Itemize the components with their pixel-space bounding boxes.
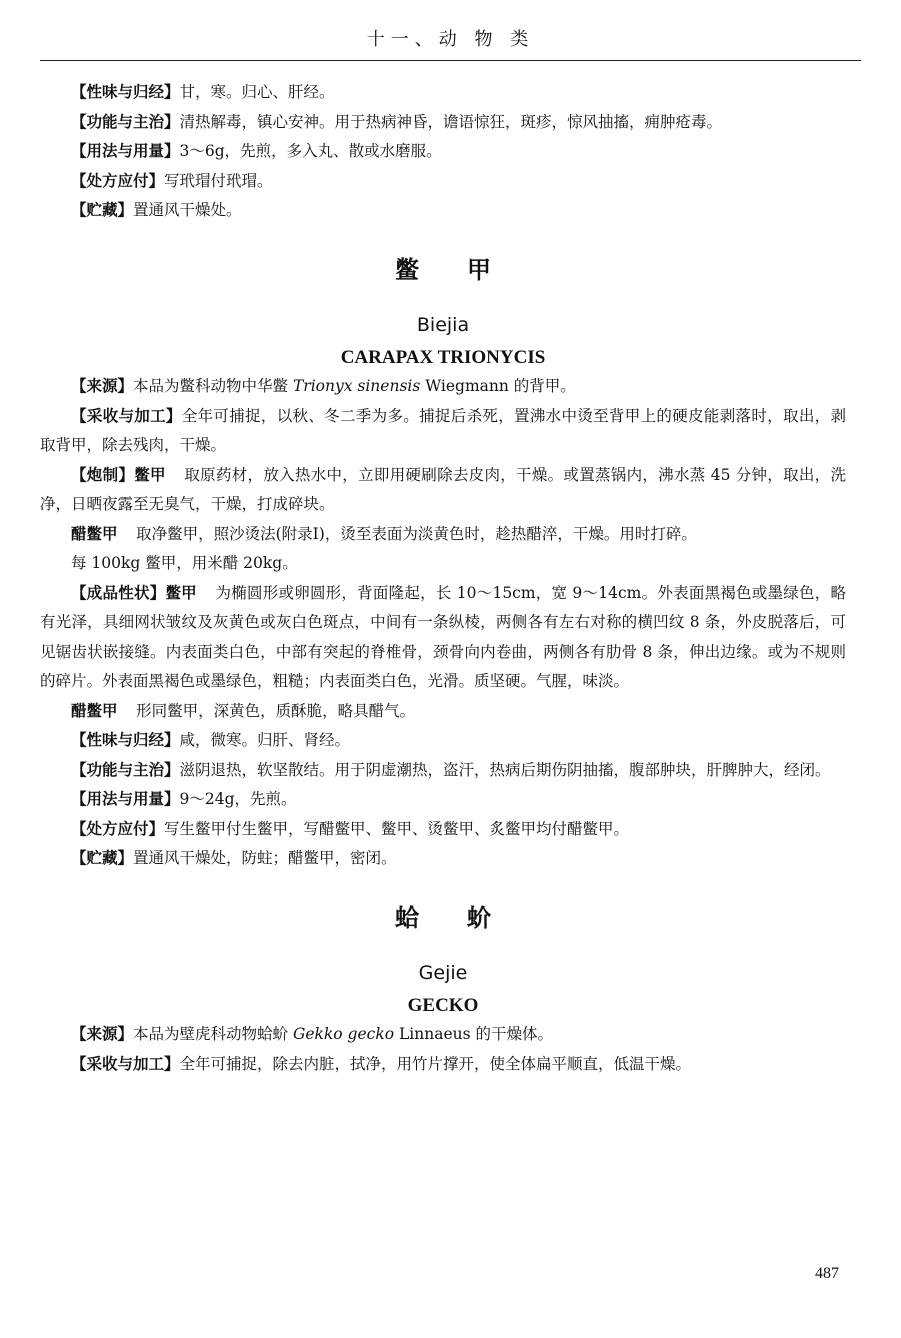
page-body <box>40 78 846 1079</box>
entry-title-biejia: 鳖甲 <box>395 255 539 284</box>
page-number: 487 <box>815 1265 839 1282</box>
entry-latin-biejia: CARAPAX TRIONYCIS <box>340 346 546 368</box>
paragraph-vinegar-processing: 醋鳖甲 取净鳖甲，照沙烫法(附录Ⅰ)，烫至表面为淡黄色时，趁热醋淬，干燥。用时打碎。 <box>71 524 697 543</box>
paragraph-dosage: 【用法与用量】3～6g，先煎，多入丸、散或水磨服。 <box>71 142 442 160</box>
paragraph-function-biejia: 【功能与主治】滋阴退热，软坚散结。用于阴虚潮热，盗汗，热病后期伤阴抽搐，腹部肿块，肝脾肿大，经闭。 <box>71 760 831 779</box>
paragraph-vinegar-ratio: 每 100kg 鳖甲，用米醋 20kg。 <box>71 554 298 572</box>
paragraph-collection-gejie: 【采收与加工】全年可捕捉，除去内脏，拭净，用竹片撑开，使全体扁平顺直，低温干燥。 <box>71 1054 692 1073</box>
header-rule <box>40 60 861 61</box>
paragraph-prescription: 【处方应付】写玳瑁付玳瑁。 <box>71 171 273 190</box>
entry-latin-gejie: GECKO <box>407 994 479 1016</box>
paragraph-source-gejie: 【来源】本品为壁虎科动物蛤蚧 Gekko gecko Linnaeus 的干燥体。 <box>71 1025 553 1043</box>
entry-pinyin-biejia: Biejia <box>416 314 470 336</box>
paragraph-characteristics: 【成品性状】鳖甲 为椭圆形或卵圆形，背面隆起，长 10～15cm，宽 9～14cm。外表面黑褐色或墨绿色，略有光泽，具细网状皱纹及灰黄色或灰白色斑点，中间有一条纵棱，两侧各有左右对称的横凹纹 8 条，外皮脱落后，可见锯齿状嵌接缝。内表面类白色，中部有突起的脊椎骨，颈骨向内卷曲，两侧各有肋骨 8 条，伸出边缘。或为不规则的碎片。外表面黑褐色或墨绿色，粗糙；内表面类白色，光滑。质坚硬。气腥，味淡。 <box>40 583 846 690</box>
paragraph-prescription-biejia: 【处方应付】写生鳖甲付生鳖甲，写醋鳖甲、鳖甲、烫鳖甲、炙鳖甲均付醋鳖甲。 <box>71 819 630 838</box>
paragraph-dosage-biejia: 【用法与用量】9～24g，先煎。 <box>71 790 297 808</box>
paragraph-source: 【来源】本品为鳖科动物中华鳖 Trionyx sinensis Wiegmann 的背甲。 <box>71 377 576 395</box>
species-name: Gekko gecko <box>292 1025 395 1043</box>
species-name: Trionyx sinensis <box>292 377 421 395</box>
paragraph-storage: 【贮藏】置通风干燥处。 <box>71 201 242 219</box>
paragraph-function: 【功能与主治】清热解毒，镇心安神。用于热病神昏，谵语惊狂，斑疹，惊风抽搐，痈肿疮毒。 <box>71 112 723 131</box>
running-header: 十一、动 物 类 <box>366 29 535 50</box>
paragraph-storage-biejia: 【贮藏】置通风干燥处，防蛀；醋鳖甲，密闭。 <box>71 849 397 867</box>
entry-title-gejie: 蛤蚧 <box>395 903 539 932</box>
paragraph-processing: 【炮制】鳖甲 取原药材，放入热水中，立即用硬刷除去皮肉，干燥。或置蒸锅内，沸水蒸 45 分钟，取出，洗净，日晒夜露至无臭气，干燥，打成碎块。 <box>40 465 846 513</box>
paragraph-vinegar-characteristics: 醋鳖甲 形同鳖甲，深黄色，质酥脆，略具醋气。 <box>71 701 416 720</box>
paragraph-taste-meridian-biejia: 【性味与归经】咸，微寒。归肝、肾经。 <box>71 731 351 749</box>
entry-pinyin-gejie: Gejie <box>418 962 468 984</box>
paragraph-taste-meridian: 【性味与归经】甘，寒。归心、肝经。 <box>71 83 335 101</box>
paragraph-collection: 【采收与加工】全年可捕捉，以秋、冬二季为多。捕捉后杀死，置沸水中烫至背甲上的硬皮能剥落时，取出，剥取背甲，除去残肉，干燥。 <box>40 406 846 454</box>
